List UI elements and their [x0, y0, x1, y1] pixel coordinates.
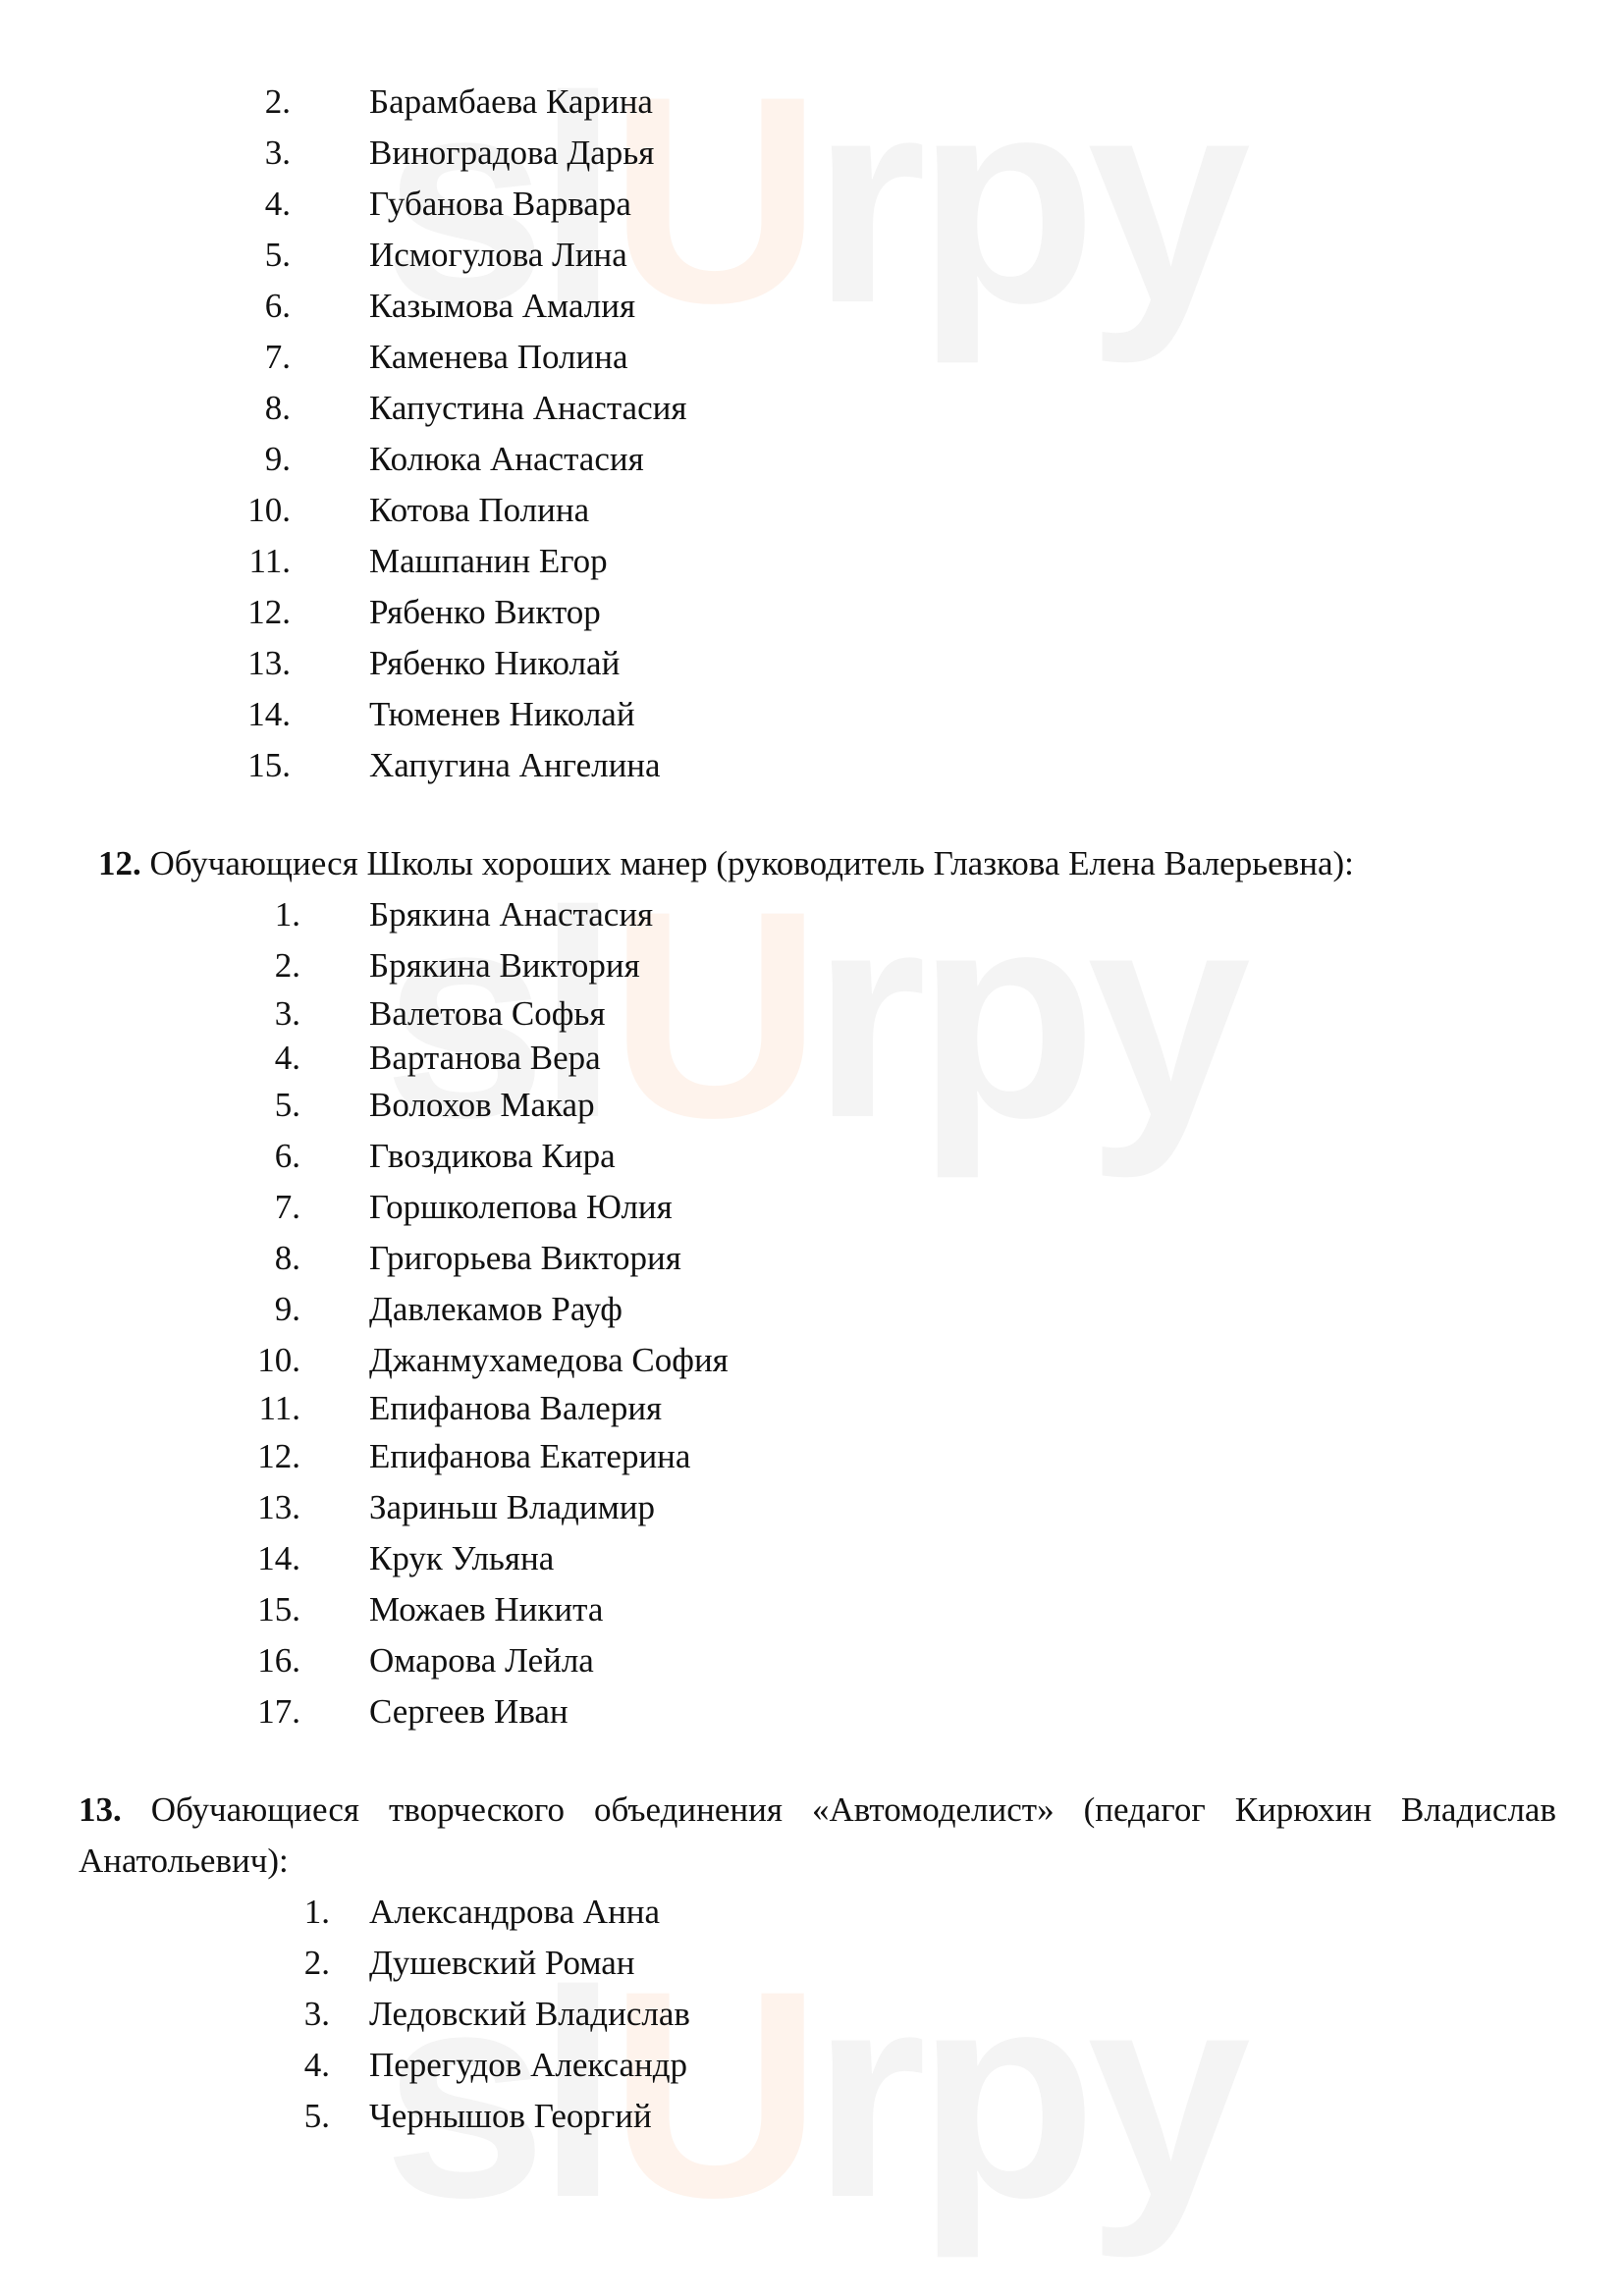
watermark-logo: U: [609, 34, 812, 364]
item-name: Брякина Виктория: [369, 946, 640, 985]
item-number: 9.: [274, 1290, 300, 1328]
list-item: [0, 940, 1624, 991]
item-name: Александрова Анна: [369, 1893, 661, 1931]
item-name: Гвоздикова Кира: [369, 1137, 616, 1175]
item-name: Ледовский Владислав: [369, 1995, 690, 2033]
item-number: 13.: [257, 1488, 300, 1526]
item-number: 5.: [274, 1086, 300, 1124]
list-item: [0, 740, 1624, 791]
list-item: [0, 1080, 1624, 1131]
list-item: [0, 1584, 1624, 1635]
item-number: 15.: [247, 746, 291, 784]
item-name: Волохов Макар: [369, 1086, 595, 1124]
item-name: Исмогулова Лина: [369, 236, 627, 274]
item-name: Барамбаева Карина: [369, 82, 653, 121]
list-item: [0, 1533, 1624, 1584]
list-item: [0, 1037, 1624, 1080]
item-name: Казымова Амалия: [369, 287, 636, 325]
list-item: [0, 889, 1624, 940]
item-name: Джанмухамедова София: [369, 1341, 729, 1379]
item-name: Рябенко Виктор: [369, 593, 601, 631]
item-name: Вартанова Вера: [369, 1039, 601, 1077]
item-name: Машпанин Егор: [369, 542, 608, 580]
item-name: Губанова Варвара: [369, 185, 631, 223]
item-number: 13.: [247, 644, 291, 682]
list-item: [0, 991, 1624, 1037]
list-item: [0, 1233, 1624, 1284]
item-number: 8.: [274, 1239, 300, 1277]
item-name: Можаев Никита: [369, 1590, 604, 1629]
list-item: [0, 1131, 1624, 1182]
list-item: [0, 1635, 1624, 1686]
list-item: [0, 536, 1624, 587]
list-item: [0, 2091, 1624, 2142]
section-number: 12.: [98, 844, 141, 882]
item-number: 16.: [257, 1641, 300, 1680]
item-number: 6.: [264, 287, 291, 325]
item-number: 15.: [257, 1590, 300, 1629]
section-13-heading: [79, 1785, 1556, 1887]
item-name: Рябенко Николай: [369, 644, 621, 682]
item-number: 9.: [264, 440, 291, 478]
item-number: 3.: [303, 1995, 330, 2033]
item-number: 1.: [303, 1893, 330, 1931]
list-item: [0, 638, 1624, 689]
item-number: 10.: [247, 491, 291, 529]
list-item: [0, 1989, 1624, 2040]
item-number: 3.: [264, 133, 291, 172]
item-number: 4.: [264, 185, 291, 223]
list-item: [0, 281, 1624, 332]
item-number: 10.: [257, 1341, 300, 1379]
item-number: 14.: [247, 695, 291, 733]
section-number: 13.: [79, 1790, 122, 1829]
item-number: 7.: [274, 1188, 300, 1226]
section-12-heading: [98, 838, 1571, 889]
list-item: [0, 1386, 1624, 1431]
list-item: [0, 1686, 1624, 1737]
list-item: [0, 434, 1624, 485]
list-item: [0, 383, 1624, 434]
item-name: Котова Полина: [369, 491, 590, 529]
list-item: [0, 1284, 1624, 1335]
list-item: [0, 179, 1624, 230]
section-12-name-list: [0, 889, 1624, 1737]
item-name: Зариньш Владимир: [369, 1488, 655, 1526]
item-number: 4.: [303, 2046, 330, 2084]
list-item: [0, 587, 1624, 638]
item-name: Перегудов Александр: [369, 2046, 688, 2084]
list-item: [0, 1887, 1624, 1938]
item-number: 3.: [274, 994, 300, 1033]
item-number: 8.: [264, 389, 291, 427]
item-number: 2.: [274, 946, 300, 985]
item-name: Валетова Софья: [369, 994, 606, 1033]
item-name: Чернышов Георгий: [369, 2097, 652, 2135]
list-item: [0, 1431, 1624, 1482]
item-name: Капустина Анастасия: [369, 389, 687, 427]
item-number: 2.: [303, 1944, 330, 1982]
section-title: Обучающиеся творческого объединения «Автомоделист» (педагог Кирюхин Владислав Анатольевич):: [79, 1790, 1556, 1880]
list-item: [0, 689, 1624, 740]
list-item: [0, 1482, 1624, 1533]
item-number: 12.: [247, 593, 291, 631]
item-number: 11.: [258, 1389, 300, 1427]
item-name: Виноградова Дарья: [369, 133, 655, 172]
item-name: Хапугина Ангелина: [369, 746, 661, 784]
list-item: [0, 2040, 1624, 2091]
continued-name-list: [0, 77, 1624, 791]
item-number: 4.: [274, 1039, 300, 1077]
list-item: [0, 1335, 1624, 1386]
item-number: 7.: [264, 338, 291, 376]
item-name: Григорьева Виктория: [369, 1239, 681, 1277]
item-number: 17.: [257, 1692, 300, 1731]
item-name: Епифанова Екатерина: [369, 1437, 691, 1475]
item-name: Сергеев Иван: [369, 1692, 568, 1731]
item-number: 1.: [274, 895, 300, 934]
item-name: Омарова Лейла: [369, 1641, 594, 1680]
item-number: 11.: [248, 542, 291, 580]
item-name: Давлекамов Рауф: [369, 1290, 623, 1328]
section-13-name-list: [0, 1887, 1624, 2142]
list-item: [0, 230, 1624, 281]
item-number: 12.: [257, 1437, 300, 1475]
item-number: 5.: [303, 2097, 330, 2135]
item-name: Горшколепова Юлия: [369, 1188, 673, 1226]
item-number: 5.: [264, 236, 291, 274]
list-item: [0, 128, 1624, 179]
item-name: Крук Ульяна: [369, 1539, 555, 1577]
item-name: Душевский Роман: [369, 1944, 635, 1982]
list-item: [0, 77, 1624, 128]
list-item: [0, 332, 1624, 383]
item-number: 14.: [257, 1539, 300, 1577]
watermark-logo: U: [609, 849, 812, 1179]
item-name: Тюменев Николай: [369, 695, 635, 733]
item-name: Епифанова Валерия: [369, 1389, 663, 1427]
item-name: Колюка Анастасия: [369, 440, 644, 478]
item-number: 6.: [274, 1137, 300, 1175]
watermark-logo: U: [609, 1929, 812, 2259]
item-name: Брякина Анастасия: [369, 895, 654, 934]
item-number: 2.: [264, 82, 291, 121]
list-item: [0, 1938, 1624, 1989]
item-name: Каменева Полина: [369, 338, 628, 376]
section-title: Обучающиеся Школы хороших манер (руководитель Глазкова Елена Валерьевна):: [140, 844, 1354, 882]
list-item: [0, 1182, 1624, 1233]
list-item: [0, 485, 1624, 536]
